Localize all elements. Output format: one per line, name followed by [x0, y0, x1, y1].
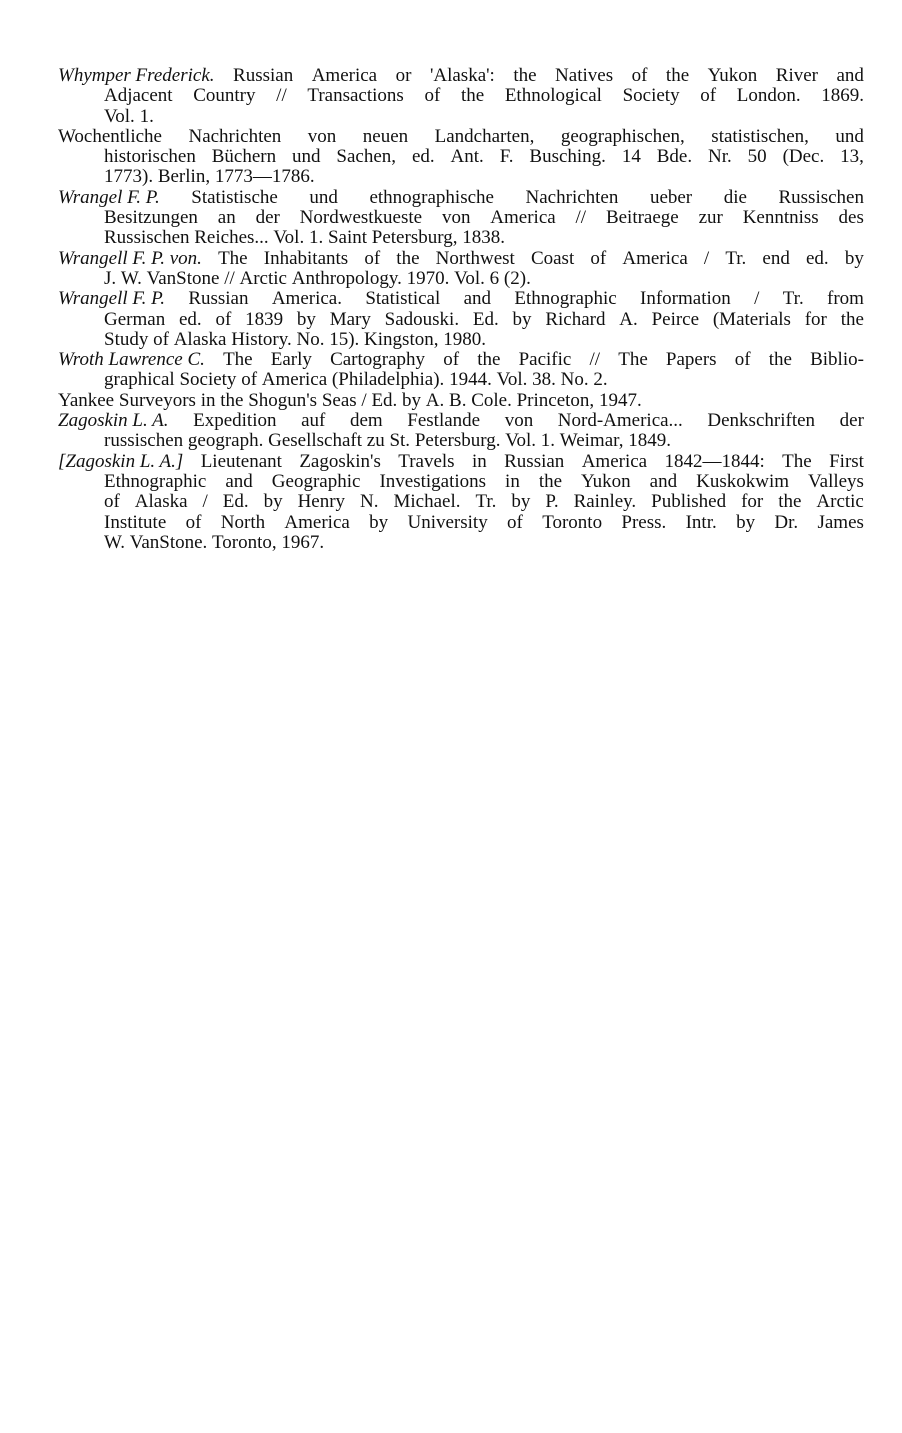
bibliography-entry: [58, 127, 864, 188]
entry-line: Wrangel F. P. Statistische und ethnographische Nachrichten ueber die Russischen: [58, 186, 864, 208]
entry-line: [Zagoskin L. A.] Lieutenant Zagoskin's Travels in Russian America 1842—1844: The First: [58, 450, 864, 472]
bibliography-entry: [58, 66, 864, 127]
entry-line: Besitzungen an der Nordwestkueste von America // Beitraege zur Kenntniss des: [104, 207, 864, 229]
entry-line: Wrangell F. P. von. The Inhabitants of the Northwest Coast of America / Tr. end ed. by: [58, 247, 864, 269]
entry-line: Wrangell F. P. Russian America. Statistical and Ethnographic Information / Tr. from: [58, 288, 864, 310]
entry-line: Vol. 1.: [104, 105, 154, 127]
entry-line: Study of Alaska History. No. 15). Kingston, 1980.: [104, 328, 486, 350]
bibliography-entry: [58, 452, 864, 553]
entry-line: of Alaska / Ed. by Henry N. Michael. Tr. by P. Rainley. Published for the Arctic: [104, 491, 864, 513]
entry-line: russischen geograph. Gesellschaft zu St. Petersburg. Vol. 1. Weimar, 1849.: [104, 430, 671, 452]
entry-line: Russischen Reiches... Vol. 1. Saint Petersburg, 1838.: [104, 227, 505, 249]
bibliography-list: [58, 66, 864, 553]
bibliography-entry: [58, 289, 864, 350]
entry-line: Zagoskin L. A. Expedition auf dem Festlande von Nord-America... Denkschriften der: [58, 410, 864, 432]
entry-line: Adjacent Country // Transactions of the Ethnological Society of London. 1869.: [104, 85, 864, 107]
entry-line: Wroth Lawrence C. The Early Cartography of the Pacific // The Papers of the Biblio-: [58, 349, 864, 371]
bibliography-entry: [58, 249, 864, 290]
entry-author: Wroth Lawrence C.: [58, 349, 205, 371]
entry-line: W. VanStone. Toronto, 1967.: [104, 531, 325, 553]
bibliography-entry: [58, 188, 864, 249]
entry-author: Wrangell F. P. von.: [58, 247, 202, 269]
entry-line: Institute of North America by University of Toronto Press. Intr. by Dr. James: [104, 511, 864, 533]
entry-author: Wrangel F. P.: [58, 186, 160, 208]
entry-line: Yankee Surveyors in the Shogun's Seas / Ed. by A. B. Cole. Princeton, 1947.: [58, 389, 642, 411]
entry-line: J. W. VanStone // Arctic Anthropology. 1970. Vol. 6 (2).: [104, 267, 531, 289]
entry-line: Wochentliche Nachrichten von neuen Landcharten, geographischen, statistischen, und: [58, 125, 864, 147]
entry-line: German ed. of 1839 by Mary Sadouski. Ed. by Richard A. Peirce (Materials for the: [104, 308, 864, 330]
entry-line: 1773). Berlin, 1773—1786.: [104, 166, 315, 188]
entry-author: Whymper Frederick.: [58, 65, 215, 86]
entry-author: Zagoskin L. A.: [58, 410, 169, 432]
entry-line: Ethnographic and Geographic Investigations in the Yukon and Kuskokwim Valleys: [104, 470, 864, 492]
bibliography-entry: [58, 411, 864, 452]
entry-line: graphical Society of America (Philadelphia). 1944. Vol. 38. No. 2.: [104, 369, 608, 391]
entry-author: Wrangell F. P.: [58, 288, 165, 310]
bibliography-entry: [58, 350, 864, 391]
entry-author: [Zagoskin L. A.]: [58, 450, 184, 472]
entry-line: Whymper Frederick. Russian America or 'Alaska': the Natives of the Yukon River and: [58, 65, 864, 86]
entry-line: historischen Büchern und Sachen, ed. Ant. F. Busching. 14 Bde. Nr. 50 (Dec. 13,: [104, 146, 864, 168]
bibliography-entry: [58, 391, 864, 411]
